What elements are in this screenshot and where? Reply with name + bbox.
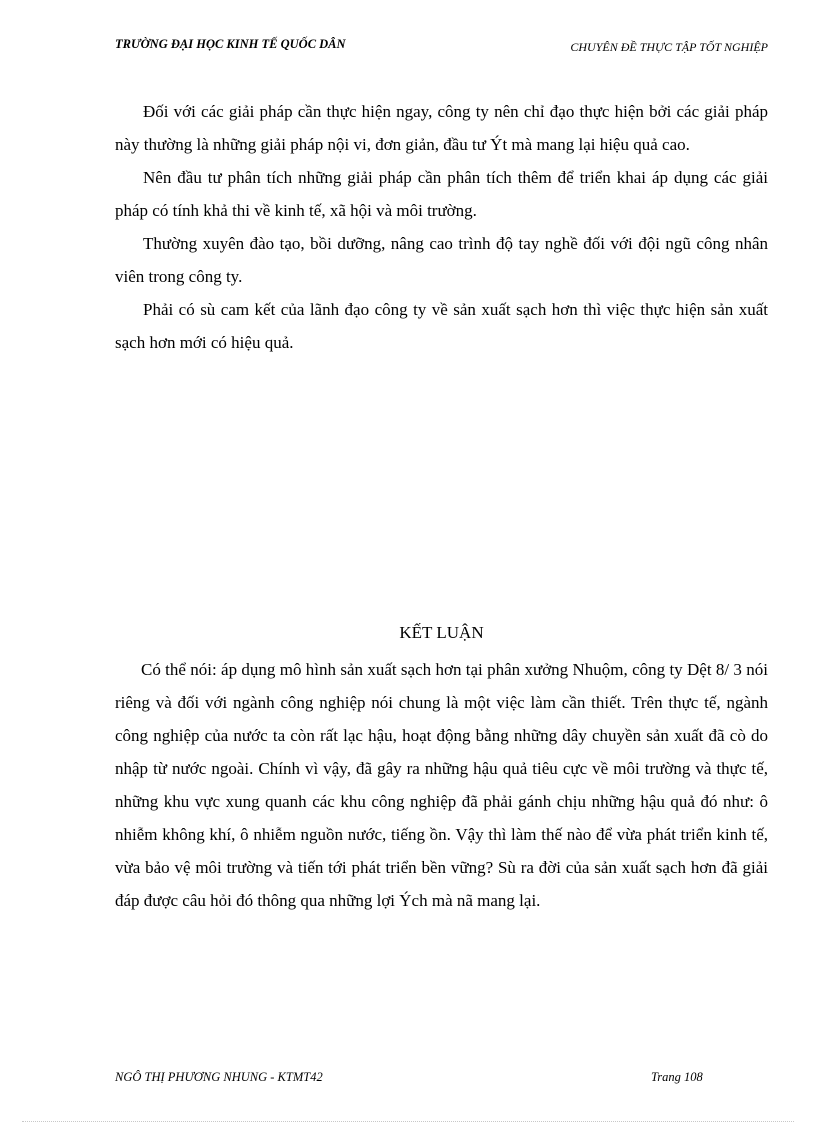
footer-author: NGÔ THỊ PHƯƠNG NHUNG - KTMT42 [115,1070,323,1084]
conclusion-block [115,653,768,917]
header-document-type: CHUYÊN ĐỀ THỰC TẬP TỐT NGHIỆP [570,40,768,54]
footer-page-number: Trang 108 [651,1070,703,1084]
page-bottom-divider [22,1121,794,1122]
paragraph-training: Thường xuyên đào tạo, bồi dưỡng, nâng cao trình độ tay nghề đối với đội ngũ công nhân viên trong công ty. [115,234,768,286]
recommendations-block [115,95,768,359]
conclusion-paragraph: Có thể nói: áp dụng mô hình sản xuất sạch hơn tại phân xưởng Nhuộm, công ty Dệt 8/ 3 nói riêng và đối với ngành công nghiệp nói chung là một việc làm cần thiết. Trên thực tế, ngành công nghiệp của nước ta còn rất lạc hậu, hoạt động bằng những dây chuyền sản xuất đã cò do nhập từ nước ngoài. Chính vì vậy, đã gây ra những hậu quả tiêu cực về môi trường và thực tế, những khu vực xung quanh các khu công nghiệp đã phải gánh chịu những hậu quả đó như: ô nhiễm không khí, ô nhiễm nguồn nước, tiếng ồn. Vậy thì làm thế nào để vừa phát triển kinh tế, vừa bảo vệ môi trường và tiến tới phát triển bền vững? Sù ra đời của sản xuất sạch hơn đã giải đáp được câu hỏi đó thông qua những lợi Ých mà nã mang lại. [115,660,768,910]
paragraph-leadership-commitment: Phải có sù cam kết của lãnh đạo công ty về sản xuất sạch hơn thì việc thực hiện sản xuất sạch hơn mới có hiệu quả. [115,300,768,352]
paragraph-immediate-solutions: Đối với các giải pháp cần thực hiện ngay, công ty nên chỉ đạo thực hiện bởi các giải pháp này thường là những giải pháp nội vi, đơn giản, đầu tư Ýt mà mang lại hiệu quả cao. [115,102,768,154]
conclusion-heading: KẾT LUẬN [399,623,484,642]
header-university: TRƯỜNG ĐẠI HỌC KINH TẾ QUỐC DÂN [115,37,346,51]
paragraph-feasibility-analysis: Nên đầu tư phân tích những giải pháp cần phân tích thêm để triển khai áp dụng các giải pháp có tính khả thi về kinh tế, xã hội và môi trường. [115,168,768,220]
